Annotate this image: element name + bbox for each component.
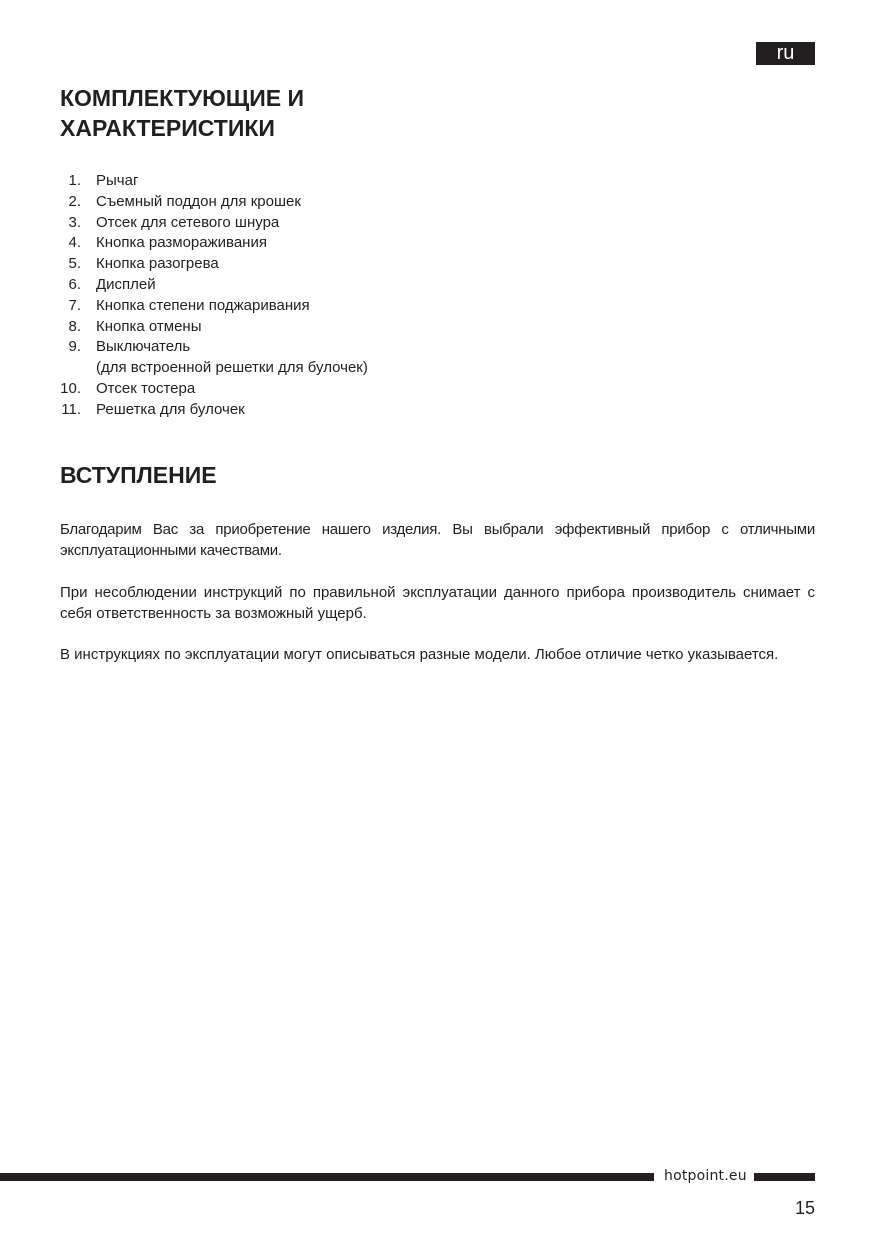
list-item [56, 317, 368, 338]
language-badge: ru [756, 42, 815, 65]
list-item-number: 5. [68, 255, 81, 273]
list-item-number: 4. [68, 234, 81, 252]
list-item-number: 9. [68, 338, 81, 356]
list-item [56, 379, 368, 400]
list-item-number: 6. [68, 275, 81, 293]
page-number: 15 [794, 1198, 815, 1218]
intro-paragraph: При несоблюдении инструкций по правильной эксплуатации данного прибора производитель снимает с себя ответственность за возможный ущерб. [60, 584, 815, 622]
list-item-text: Дисплей [96, 275, 156, 293]
list-item [56, 400, 368, 421]
components-title: КОМПЛЕКТУЮЩИЕ И ХАРАКТЕРИСТИКИ [60, 85, 305, 141]
list-item [56, 233, 368, 254]
list-item [56, 275, 368, 296]
list-item-number: 7. [68, 296, 81, 314]
intro-title: ВСТУПЛЕНИЕ [60, 462, 217, 488]
list-item-text: Рычаг [96, 172, 139, 189]
list-item-number: 1. [68, 172, 81, 189]
list-item-text: Кнопка размораживания [96, 234, 267, 252]
list-item-text: Кнопка отмены [96, 317, 202, 335]
list-item [56, 192, 368, 213]
list-item-number: 2. [68, 192, 81, 210]
intro-paragraph: Благодарим Вас за приобретение нашего изделия. Вы выбрали эффективный прибор с отличными эксплуатационными качествами. [60, 521, 815, 559]
list-item-number: 11. [61, 400, 81, 418]
list-item-number [56, 358, 81, 379]
list-item-text: Отсек тостера [96, 379, 196, 397]
list-item-text: Съемный поддон для крошек [96, 192, 301, 210]
list-item-text: Отсек для сетевого шнура [96, 213, 280, 231]
intro-paragraph: В инструкциях по эксплуатации могут описываться разные модели. Любое отличие четко указывается. [60, 646, 779, 663]
footer-rule-left [0, 1173, 654, 1181]
list-item-number: 3. [68, 213, 81, 231]
list-item-continuation [56, 358, 368, 379]
list-item [56, 296, 368, 317]
list-item-text: Кнопка разогрева [96, 255, 219, 273]
footer-rule-right [754, 1173, 815, 1181]
list-item-text: Решетка для булочек [96, 400, 245, 418]
list-item [56, 254, 368, 275]
list-item-number: 10. [60, 379, 81, 397]
components-list [56, 171, 368, 421]
list-item [56, 213, 368, 234]
list-item [56, 337, 368, 358]
list-item-text: (для встроенной решетки для булочек) [96, 359, 368, 377]
list-item-number: 8. [68, 317, 81, 335]
footer-website: hotpoint.eu [664, 1168, 747, 1184]
list-item-text: Выключатель [96, 338, 191, 356]
list-item [56, 171, 368, 192]
list-item-text: Кнопка степени поджаривания [96, 296, 310, 314]
